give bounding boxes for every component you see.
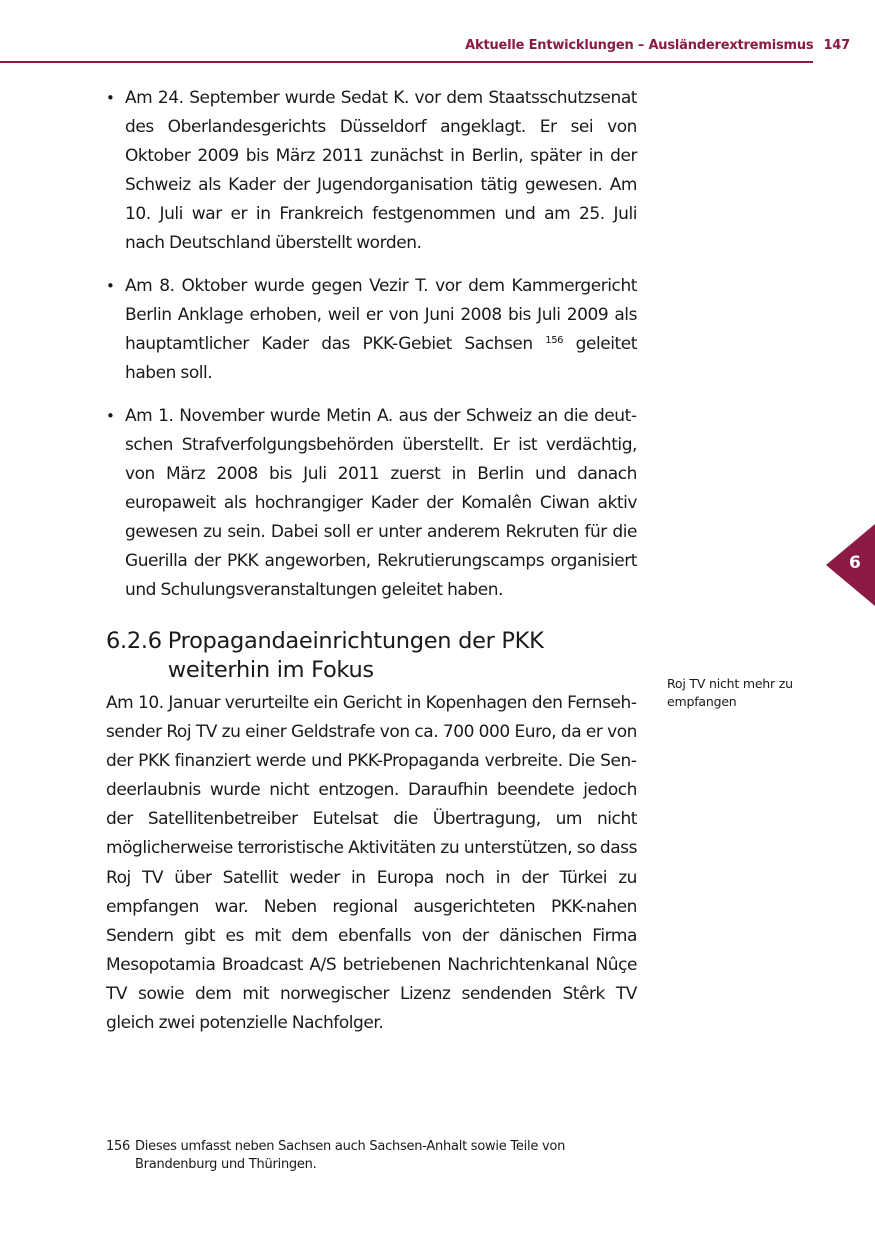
footnote-text: Dieses umfasst neben Sachsen auch Sachsen-Anhalt sowie Teile von Brandenburg und Thüringen. xyxy=(135,1139,566,1172)
chapter-tab-label: 6 xyxy=(849,553,861,573)
running-title: Aktuelle Entwicklungen – Ausländerextremismus xyxy=(465,38,814,53)
list-item xyxy=(106,84,637,258)
section-title: Propagandaeinrichtungen der PKK weiterhin im Fokus xyxy=(167,628,544,683)
list-item-text: Am 1. November wurde Metin A. aus der Schweiz an die deutschen Strafverfolgungsbehörden überstellt. Er ist verdächtig, von März 2008 bis Juli 2011 zuerst in Berlin und danach europaweit als hochrangiger Kader der Komalên Ciwan aktiv gewesen zu sein. Dabei soll er unter anderem Rekruten für die Guerilla der PKK angeworben, Rekrutierungscamps organisiert und Schulungsveranstaltungen geleitet haben. xyxy=(125,406,637,600)
header-rule xyxy=(0,61,813,63)
bullet-icon: • xyxy=(106,89,115,107)
section-heading xyxy=(106,627,637,685)
footnote-reference[interactable]: 156 xyxy=(545,335,564,346)
bullet-icon: • xyxy=(106,277,115,295)
list-item xyxy=(106,272,637,388)
page-number: 147 xyxy=(823,38,850,53)
section-number: 6.2.6 xyxy=(106,628,162,654)
footnote xyxy=(106,1138,646,1174)
list-item-text: Am 24. September wurde Sedat K. vor dem Staatsschutzsenat des Oberlandesgerichts Düsseldorf angeklagt. Er sei von Oktober 2009 bis März 2011 zunächst in Berlin, später in der Schweiz als Kader der Jugendorganisation tätig gewesen. Am 10. Juli war er in Frankreich festgenommen und am 25. Juli nach Deutschland überstellt worden. xyxy=(125,88,637,253)
list-item-text-continued: geleitet haben soll. xyxy=(125,334,637,383)
bullet-icon: • xyxy=(106,407,115,425)
margin-note: Roj TV nicht mehr zu empfangen xyxy=(667,676,793,709)
bullet-list xyxy=(106,84,637,605)
footnote-number: 156 xyxy=(106,1139,131,1154)
list-item-text: Am 8. Oktober wurde gegen Vezir T. vor dem Kammergericht Berlin Anklage erhoben, weil er von Juni 2008 bis Juli 2009 als hauptamtlicher Kader das PKK-Gebiet Sachsen xyxy=(125,276,637,354)
main-column xyxy=(106,84,637,1038)
running-header xyxy=(465,38,850,53)
list-item xyxy=(106,402,637,605)
body-paragraph: Am 10. Januar verurteilte ein Gericht in Kopenhagen den Fernsehsender Roj TV zu einer Geldstrafe von ca. 700 000 Euro, da er von der PKK finanziert werde und PKK-Propaganda verbreite. Die Sendeerlaubnis wurde nicht entzogen. Daraufhin beendete jedoch der Satellitenbetreiber Eutelsat die Übertragung, um nicht möglicherweise terroristische Aktivitäten zu unterstützen, so dass Roj TV über Satellit weder in Europa noch in der Türkei zu empfangen war. Neben regional ausgerichteten PKK-nahen Sendern gibt es mit dem ebenfalls von der dänischen Firma Mesopotamia Broadcast A/S betriebenen Nachrichtenkanal Nûçe TV sowie dem mit norwegischer Lizenz sendenden Stêrk TV gleich zwei potenzielle Nachfolger. xyxy=(106,693,637,1034)
